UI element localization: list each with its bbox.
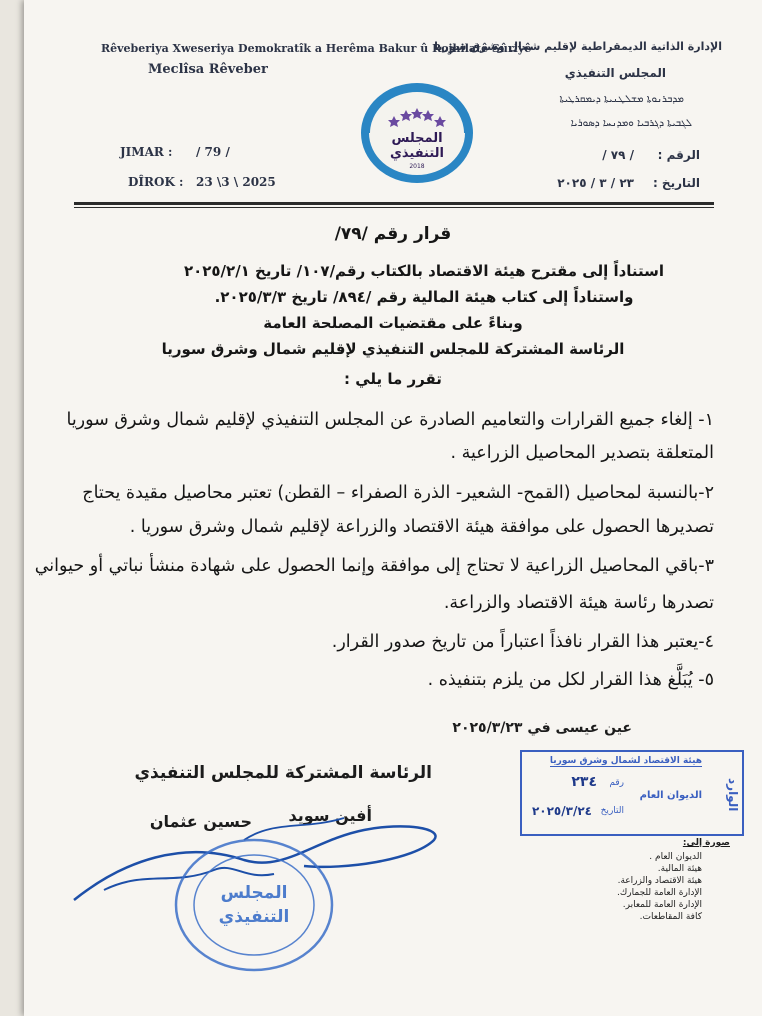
- ar-date-value: ٢٣ / ٣ / ٢٠٢٥: [557, 176, 634, 190]
- place-date: عين عيسى في ٢٠٢٥/٣/٢٣: [452, 720, 632, 736]
- incoming-stamp-number: ٢٣٤: [571, 774, 597, 790]
- incoming-stamp-label: الوارد: [726, 778, 740, 812]
- syriac-line-1: ܡܕܒܪܢܘܬܐ ܡܫܠܛܢܝܬܐ ܕܝܡܩܪܛܝܬܐ: [559, 94, 684, 105]
- copies-item: الإدارة العامة للمعابر.: [622, 900, 702, 910]
- dirok-value: 23 \3 \ 2025: [196, 175, 276, 189]
- syriac-line-2: ܠܓܒܝܬܐ ܕܓܪܒܝܐ ܘܡܕܢܚܐ ܕܣܘܪܝܐ: [570, 118, 692, 129]
- ar-number-value: / ٧٩ /: [602, 148, 634, 162]
- arabic-title: الإدارة الذاتية الديمقراطية لإقليم شمال وشرق سوريا: [434, 40, 722, 53]
- copies-item: هيئة الاقتصاد والزراعة.: [617, 876, 702, 886]
- stamp-text-1: المجلس: [220, 883, 288, 903]
- signatory-name-2: حسين عثمان: [149, 812, 252, 831]
- jimar-value: / 79 /: [196, 145, 230, 159]
- header-divider-thin: [74, 207, 714, 208]
- incoming-stamp-number-label: رقم: [609, 778, 624, 788]
- article-3-line-1: ٣-باقي المحاصيل الزراعية لا تحتاج إلى موافقة وإنما الحصول على شهادة منشأ نباتي أو حيواني: [34, 556, 714, 576]
- decision-title: قرار رقم /٧٩/: [334, 224, 452, 244]
- emblem-text-2: التنفيذي: [389, 146, 445, 161]
- preamble-line-4: الرئاسة المشتركة للمجلس التنفيذي لإقليم شمال وشرق سوريا: [161, 340, 625, 358]
- incoming-stamp-diwan: الديوان العام: [639, 790, 702, 801]
- preamble-line-1: استناداً إلى مقترح هيئة الاقتصاد بالكتاب رقم/١٠٧/ تاريخ ٢٠٢٥/٢/١: [183, 262, 665, 280]
- arabic-council: المجلس التنفيذي: [564, 66, 666, 80]
- executive-council-stamp: [164, 830, 344, 980]
- copies-title: صورة إلى:: [682, 838, 730, 848]
- emblem-year: 2018: [409, 163, 425, 170]
- copies-item: كافة المقاطعات.: [639, 912, 702, 922]
- incoming-stamp-title: هيئة الاقتصاد لشمال وشرق سوريا: [549, 756, 702, 766]
- article-5: ٥- يُبَلَّغ هذا القرار لكل من يلزم بتنفيذه .: [427, 670, 714, 690]
- preamble-line-5: تقرر ما يلي :: [344, 370, 442, 388]
- copies-item: الإدارة العامة للجمارك.: [617, 888, 702, 898]
- article-1-line-1: ١- إلغاء جميع القرارات والتعاميم الصادرة عن المجلس التنفيذي لإقليم شمال وشرق سوريا: [66, 410, 714, 430]
- stamp-text-2: التنفيذي: [218, 907, 290, 927]
- emblem-text-1: المجلس: [391, 131, 443, 146]
- article-4: ٤-يعتبر هذا القرار نافذاً اعتباراً من تاريخ صدور القرار.: [331, 632, 714, 652]
- copies-item: هيئة المالية.: [657, 864, 702, 874]
- article-2-line-1: ٢-بالنسبة لمحاصيل (القمح- الشعير- الذرة الصفراء – القطن) تعتبر محاصيل مقيدة يحتاج: [82, 483, 714, 503]
- article-1-line-2: المتعلقة بتصدير المحاصيل الزراعية .: [450, 443, 714, 463]
- preamble-line-2: واستناداً إلى كتاب هيئة المالية رقم /٨٩٤/ تاريخ ٢٠٢٥/٣/٣.: [214, 288, 634, 306]
- header-divider: [74, 202, 714, 205]
- copies-list: [530, 838, 730, 924]
- copies-item: الديوان العام .: [649, 852, 702, 862]
- document-page: [24, 0, 762, 1016]
- kurdish-title: Rêveberiya Xweseriya Demokratîk a Herêma Bakur û Rojhilatê Sûriyê: [101, 42, 532, 55]
- signatory-title: الرئاسة المشتركة للمجلس التنفيذي: [134, 763, 432, 783]
- article-3-line-2: تصدرها رئاسة هيئة الاقتصاد والزراعة.: [443, 593, 714, 613]
- incoming-stamp-date-label: التاريخ: [600, 806, 624, 816]
- incoming-stamp-date: ٢٠٢٥/٣/٢٤: [531, 804, 592, 818]
- council-emblem: [354, 78, 480, 186]
- article-2-line-2: تصديرها الحصول على موافقة هيئة الاقتصاد والزراعة لإقليم شمال وشرق سوريا .: [129, 517, 714, 537]
- signatory-name-1: أفين سويد: [288, 806, 372, 825]
- ar-number-label: الرقم :: [657, 148, 700, 162]
- ar-date-label: التاريخ :: [652, 176, 700, 190]
- kurdish-council: Meclîsa Rêveber: [148, 62, 268, 77]
- preamble-line-3: وبناءً على مقتضيات المصلحة العامة: [263, 314, 523, 332]
- jimar-label: JIMAR :: [120, 145, 173, 159]
- dirok-label: DÎROK :: [128, 175, 184, 189]
- incoming-stamp: [520, 750, 744, 836]
